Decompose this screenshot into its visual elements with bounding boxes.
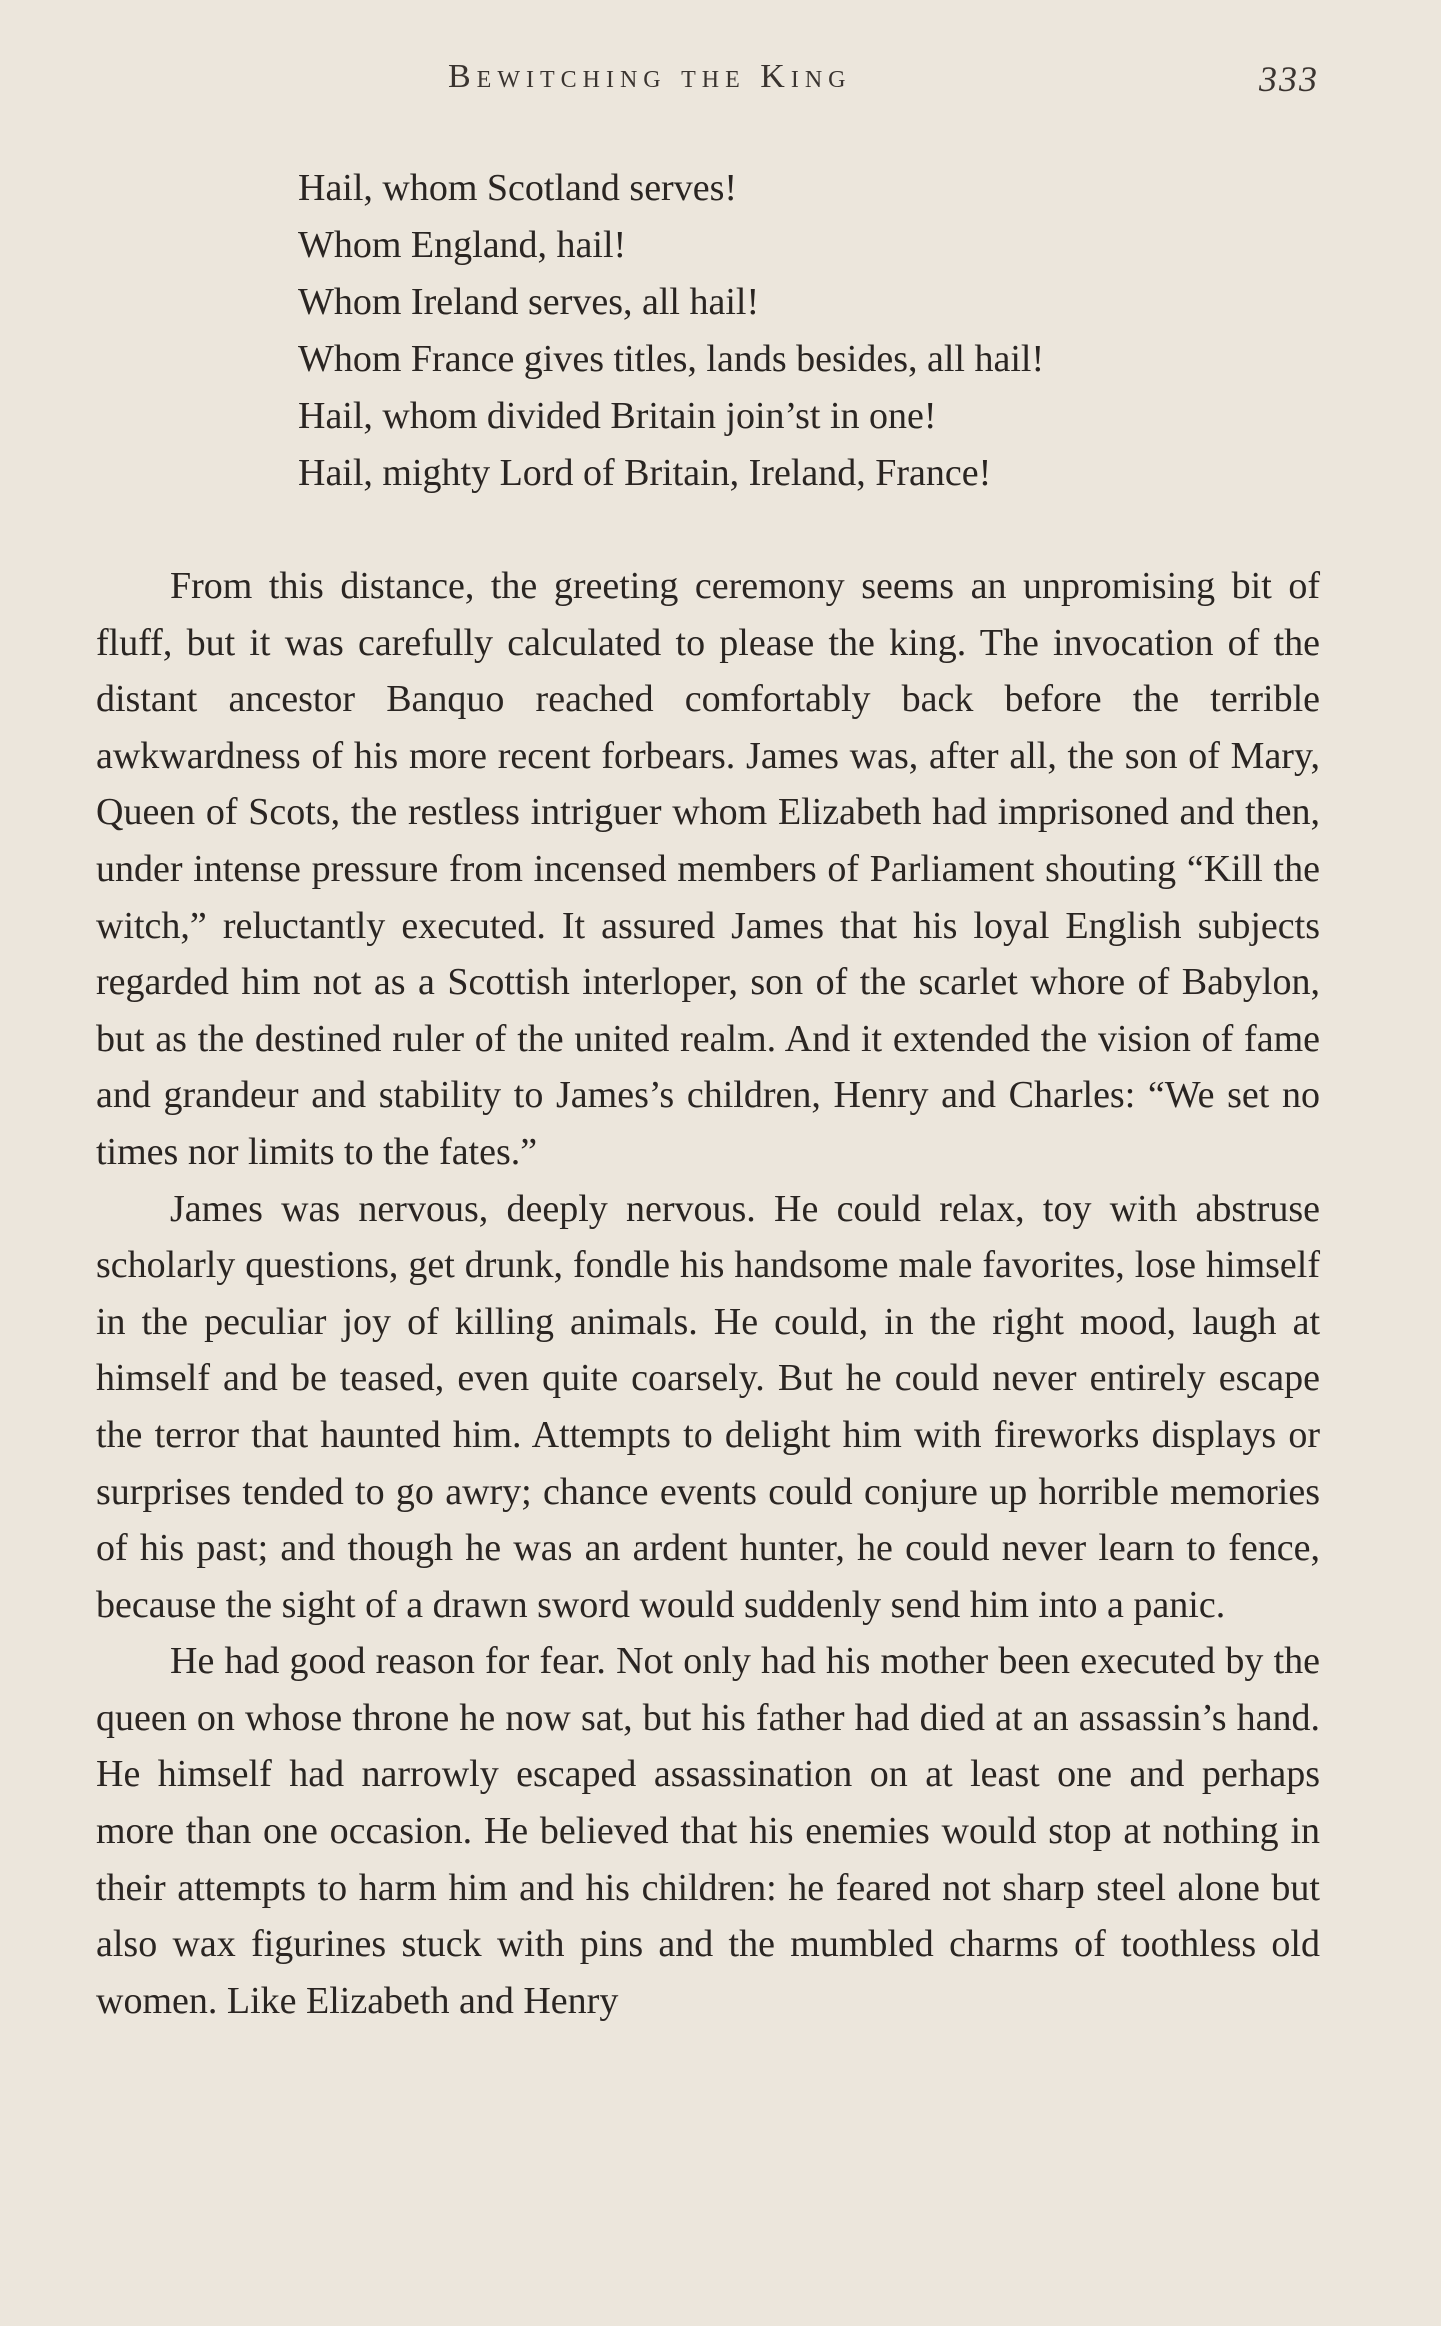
paragraph: He had good reason for fear. Not only had his mother been executed by the queen on whose throne he now sat, but his father had died at an assassin’s hand. He himself had narrowly escaped assassination on at least one and perhaps more than one occasion. He believed that his enemies would stop at nothing in their attempts to harm him and his children: he feared not sharp steel alone but also wax figurines stuck with pins and the mumbled charms of toothless old women. Like Elizabeth and Henry (96, 1640, 1320, 2022)
paragraph: James was nervous, deeply nervous. He could relax, toy with abstruse scholarly questions, get drunk, fondle his handsome male favorites, lose himself in the peculiar joy of killing animals. He could, in the right mood, laugh at himself and be teased, even quite coarsely. But he could never entirely escape the terror that haunted him. Attempts to delight him with fireworks displays or surprises tended to go awry; chance events could conjure up horrible memories of his past; and though he was an ardent hunter, he could never learn to fence, because the sight of a drawn sword would suddenly send him into a panic. (96, 1187, 1320, 1626)
page-number: 333 (1259, 59, 1319, 99)
verse-line: Whom France gives titles, lands besides, all hail! (298, 338, 1045, 380)
verse-line: Hail, mighty Lord of Britain, Ireland, France! (298, 452, 992, 494)
verse-line: Hail, whom Scotland serves! (298, 167, 738, 209)
running-title: Bewitching the King (448, 58, 852, 95)
body-text (96, 558, 1320, 2029)
verse-line: Whom England, hail! (298, 224, 627, 266)
running-head (0, 58, 1441, 108)
verse-line: Whom Ireland serves, all hail! (298, 281, 760, 323)
verse-block (298, 160, 1298, 502)
verse-line: Hail, whom divided Britain join’st in one! (298, 395, 937, 437)
paragraph: From this distance, the greeting ceremony seems an unpromising bit of fluff, but it was carefully calculated to please the king. The invocation of the distant ancestor Banquo reached comfortably back before the terrible awkwardness of his more recent forbears. James was, after all, the son of Mary, Queen of Scots, the restless intriguer whom Elizabeth had imprisoned and then, under intense pressure from incensed members of Parliament shouting “Kill the witch,” reluctantly executed. It assured James that his loyal English subjects regarded him not as a Scottish interloper, son of the scarlet whore of Babylon, but as the destined ruler of the united realm. And it extended the vision of fame and grandeur and stability to James’s children, Henry and Charles: “We set no times nor limits to the fates.” (96, 565, 1320, 1173)
